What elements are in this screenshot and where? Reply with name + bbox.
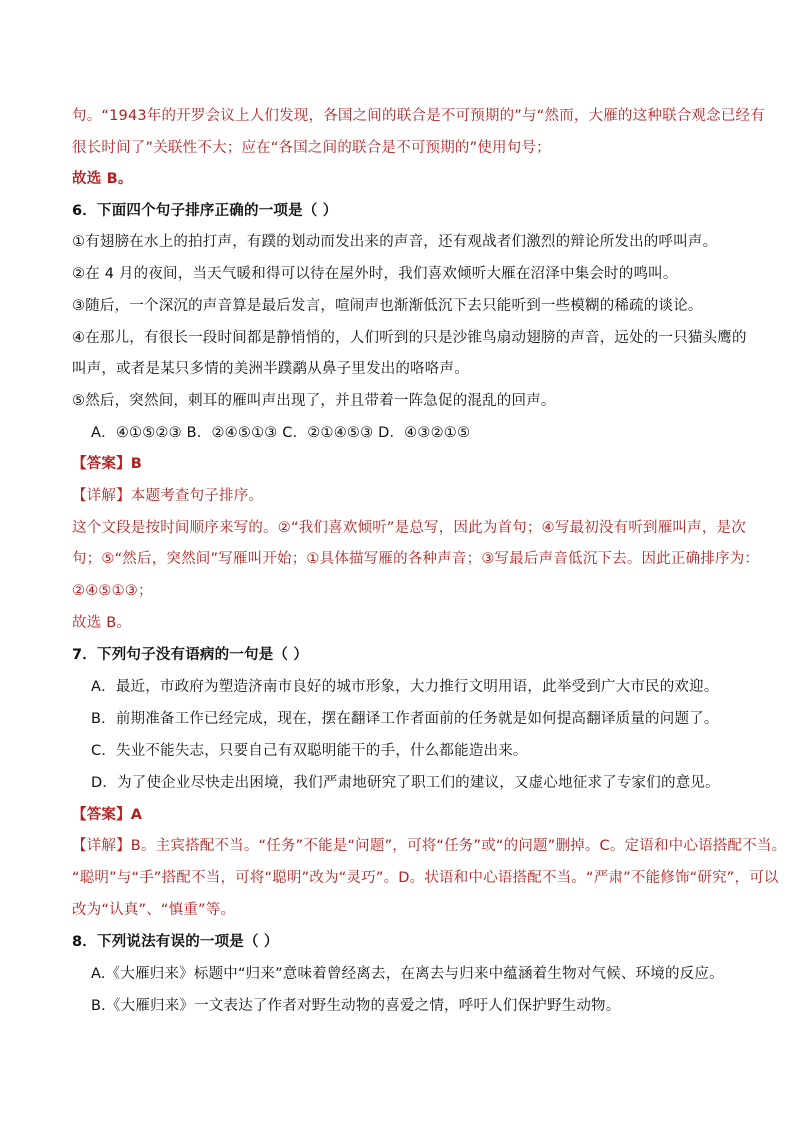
question-6-answer: 【答案】B: [72, 456, 143, 472]
question-7-option-c: C．失业不能失志，只要自己有双聪明能干的手，什么都能造出来。: [91, 743, 528, 759]
question-7-answer: 【答案】A: [72, 807, 143, 823]
question-6-sentence-4a: ④在那儿，有很长一段时间都是静悄悄的，人们听到的只是沙锥鸟扇动翅膀的声音，远处的一只猫头鹰的: [72, 330, 747, 346]
question-7-detail-1: 【详解】B。主宾搭配不当。“任务”不能是“问题”，可将“任务”或“的问题”删掉。C。定语和中心语搭配不当。: [72, 838, 787, 854]
question-6-detail-1: 【详解】本题考查句子排序。: [72, 488, 264, 504]
question-8-option-b: B.《大雁归来》一文表达了作者对野生动物的喜爱之情，呼吁人们保护野生动物。: [91, 998, 621, 1014]
prev-choose-line: 故选 B。: [72, 171, 133, 187]
question-8-stem: 8．下列说法有误的一项是（ ）: [72, 934, 279, 950]
question-6-options: A．④①⑤②③ B．②④⑤①③ C．②①④⑤③ D．④③②①⑤: [91, 425, 471, 441]
question-6-sentence-2: ②在 4 月的夜间，当天气暖和得可以待在屋外时，我们喜欢倾听大雁在沼泽中集会时的鸣叫。: [72, 266, 678, 282]
question-6-detail-4: ②④⑤①③；: [72, 583, 153, 599]
question-6-sentence-5: ⑤然后，突然间，刺耳的雁叫声出现了，并且带着一阵急促的混乱的回声。: [72, 393, 556, 409]
question-6-sentence-1: ①有翅膀在水上的拍打声，有蹼的划动而发出来的声音，还有观战者们激烈的辩论所发出的呼叫声。: [72, 234, 718, 250]
question-7-option-d: D．为了使企业尽快走出困境，我们严肃地研究了职工们的建议，又虚心地征求了专家们的意见。: [91, 775, 720, 791]
question-7-option-b: B．前期准备工作已经完成，现在，摆在翻译工作者面前的任务就是如何提高翻译质量的问题了。: [91, 711, 719, 727]
question-7-detail-3: 改为“认真”、“慎重”等。: [72, 902, 236, 918]
question-6-detail-2: 这个文段是按时间顺序来写的。②“我们喜欢倾听”是总写，因此为首句；④写最初没有听到雁叫声，是次: [72, 520, 746, 536]
question-8-option-a: A.《大雁归来》标题中“归来”意味着曾经离去，在离去与归来中蕴涵着生物对气候、环境的反应。: [91, 966, 724, 982]
question-6-detail-3: 句；⑤“然后，突然间”写雁叫开始；①具体描写雁的各种声音；③写最后声音低沉下去。因此正确排序为：: [72, 551, 760, 567]
question-7-option-a: A．最近，市政府为塑造济南市良好的城市形象，大力推行文明用语，此举受到广大市民的欢迎。: [91, 679, 719, 695]
prev-explanation-line-1: 句。“1943年的开罗会议上人们发现，各国之间的联合是不可预期的”与“然而，大雁的这种联合观念已经有: [72, 108, 765, 124]
question-7-stem: 7．下列句子没有语病的一句是（ ）: [72, 647, 309, 663]
question-6-sentence-4b: 叫声，或者是某只多情的美洲半蹼鹬从鼻子里发出的咯咯声。: [72, 361, 469, 377]
question-6-stem: 6．下面四个句子排序正确的一项是（ ）: [72, 203, 338, 219]
prev-explanation-line-2: 很长时间了”关联性不大；应在“各国之间的联合是不可预期的”使用句号；: [72, 140, 551, 156]
question-6-choose: 故选 B。: [72, 615, 132, 631]
question-6-sentence-3: ③随后，一个深沉的声音算是最后发言，喧闹声也渐渐低沉下去只能听到一些模糊的稀疏的谈论。: [72, 298, 703, 314]
question-7-detail-2: “聪明”与“手”搭配不当，可将“聪明”改为“灵巧”。D。状语和中心语搭配不当。“严肃”不能修饰“研究”，可以: [72, 870, 779, 886]
